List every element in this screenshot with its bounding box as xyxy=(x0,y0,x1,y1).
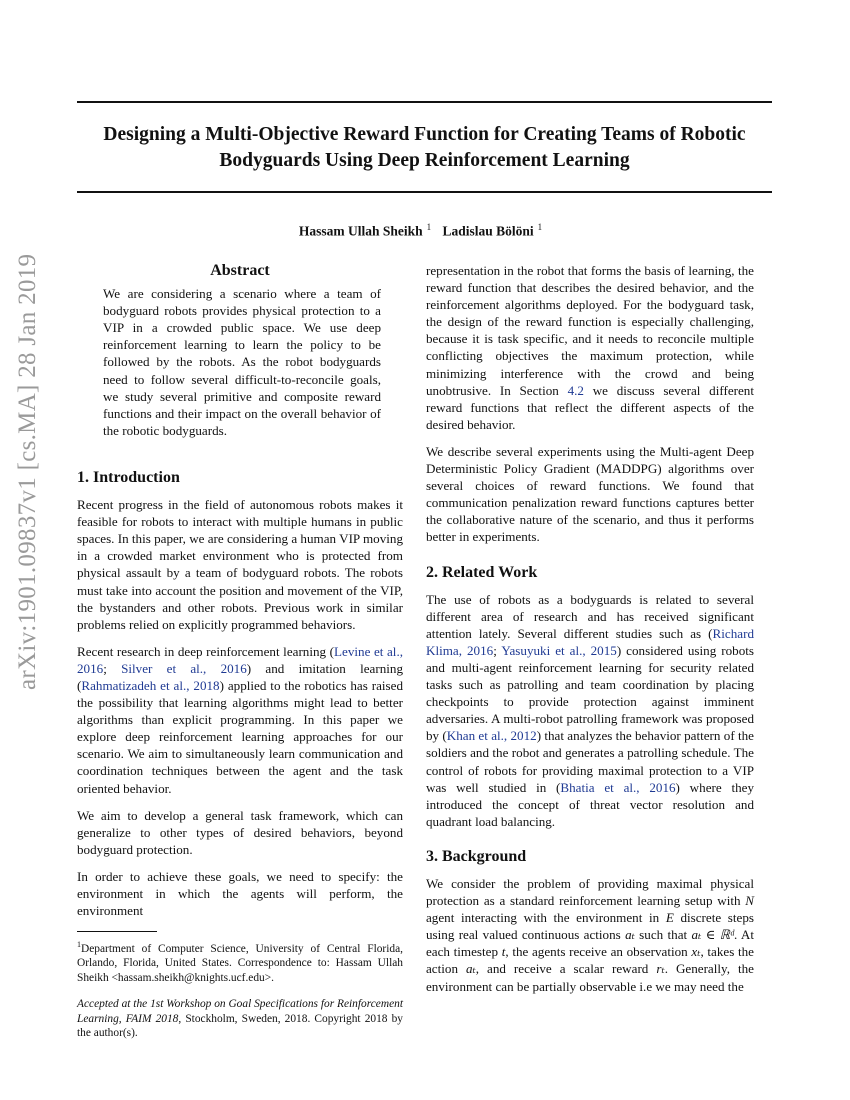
paper-title: Designing a Multi-Objective Reward Function for Creating Teams of Robotic Bodyguards Using Deep Reinforcement Learning xyxy=(103,124,746,171)
right-column xyxy=(426,262,754,1005)
footnote: $^1$Department of Computer Science, University of Central Florida, Orlando, Florida, United States. Correspondence to: Hassam Ullah Sheikh <hassam.sheikh@knights.ucf.edu>. xyxy=(77,940,403,984)
section-ref-link[interactable]: 4.2 xyxy=(567,382,584,398)
intro-paragraph: Recent progress in the field of autonomous robots makes it feasible for robots to interact with multiple humans in public spaces. In this paper, we are considering a human VIP moving in a crowded market environment who is protected from physical assault by a team of bodyguard robots. The robots must take into account the position and movement of the VIP, the bystanders and other robots. Previous work in similar problems relied on explicitly programmed behaviors. xyxy=(77,497,404,632)
intro-paragraph: In order to achieve these goals, we need to specify: the environment in which the agents will perform, the environment xyxy=(77,868,403,919)
intro-paragraph: Recent research in deep reinforcement learning (Levine et al., 2016; Silver et al., 2016) and imitation learning (Rahmatizadeh et al., 2018) applied to the robotics has raised the possibility that learning algorithms might lead to better algorithms than explicit programming. In this paper we explore deep reinforcement learning approaches for our scenario. We aim to simultaneously learn communication and coordination techniques between the agent and the task oriented behavior. xyxy=(77,643,403,796)
citation-link[interactable]: Yasuyuki et al., 2015 xyxy=(501,642,617,658)
author-list xyxy=(77,222,772,240)
author-name: Hassam Ullah Sheikh xyxy=(298,223,423,239)
intro-paragraph: We aim to develop a general task framework, which can generalize to other types of desired behaviors, beyond bodyguard protection. xyxy=(77,807,403,857)
intro-paragraph-continued: representation in the robot that forms the basis of learning, the reward function that describes the desired behavior, and the reinforcement algorithms deployed. For the bodyguard task, the design of the reward function is especially challenging, because it is task specific, and it needs to reconcile multiple conflicting objectives the maximum protection, while minimizing interference with the crowd and being unobtrusive. In Section 4.2 we discuss several different reward functions that reflect the different aspects of the desired behavior. xyxy=(426,263,754,432)
footnote-mark: 1 xyxy=(77,940,81,950)
citation-link[interactable]: Silver et al., 2016 xyxy=(121,660,247,676)
footnote-rule xyxy=(77,931,157,932)
abstract-heading: Abstract xyxy=(210,262,270,279)
left-column xyxy=(77,262,403,1041)
title-rule-bottom xyxy=(77,191,772,193)
background-paragraph: We consider the problem of providing maximal physical protection as a standard reinforcement learning setup with N agent interacting with the environment in E discrete steps using real valued continuous actions aₜ such that aₜ ∈ ℝᵈ. At each timestep t, the agents receive an observation xₜ, takes the action aₜ, and receive a scalar reward rₜ. Generally, the environment can be partially observable i.e we may need the xyxy=(426,876,754,994)
author-affiliation: 1 xyxy=(537,222,543,232)
abstract-text: We are considering a scenario where a team of bodyguard robots provides physical protection to a VIP in a crowded public space. We use deep reinforcement learning to learn the policy to be followed by the robots. As the robot bodyguards need to follow several difficult-to-reconcile goals, we study several primitive and composite reward functions and their impact on the overall behavior of the robotic bodyguards. xyxy=(103,286,381,438)
title-rule-top xyxy=(77,101,772,103)
accepted-note: Accepted at the 1st Workshop on Goal Specifications for Reinforcement Learning, FAIM 2018, Stockholm, Sweden, 2018. Copyright 2018 by the author(s). xyxy=(77,998,403,1040)
author-name: Ladislau Bölöni xyxy=(442,223,534,239)
introduction-heading: 1. Introduction xyxy=(77,468,180,486)
citation-link[interactable]: Levine et al., 2016 xyxy=(77,643,403,676)
citation-link[interactable]: Rahmatizadeh et al., 2018 xyxy=(81,677,220,693)
related-work-paragraph: The use of robots as a bodyguards is related to several different area of research and has received significant attention lately. Several different studies such as (Richard Klima, 2016; Yasuyuki et al., 2015) considered using robots and multi-agent reinforcement learning for security related tasks such as patrolling and team coordination by placing checkpoints to provide protection against imminent adversaries. A multi-robot patrolling framework was proposed by (Khan et al., 2012) that analyzes the behavior pattern of the soldiers and the robot and generates a patrolling schedule. The control of robots for providing maximal protection to a VIP was well studied in (Bhatia et al., 2016) where they introduced the concept of threat vector resolution and quadrant load balancing. xyxy=(426,591,754,829)
arxiv-side-stamp: arXiv:1901.09837v1 [cs.MA] 28 Jan 2019 xyxy=(14,253,41,690)
intro-paragraph: We describe several experiments using the Multi-agent Deep Deterministic Policy Gradient (MADDPG) algorithms over several choices of reward functions. We found that communication penalization reward functions captures better the collaborative nature of the scenario, and thus it performs better in experiments. xyxy=(426,443,754,545)
citation-link[interactable]: Khan et al., 2012 xyxy=(446,728,537,744)
author-affiliation: 1 xyxy=(426,222,432,232)
citation-link[interactable]: Bhatia et al., 2016 xyxy=(560,779,676,795)
citation-link[interactable]: Richard Klima, 2016 xyxy=(426,625,754,658)
related-work-heading: 2. Related Work xyxy=(426,563,538,581)
background-heading: 3. Background xyxy=(426,847,527,865)
